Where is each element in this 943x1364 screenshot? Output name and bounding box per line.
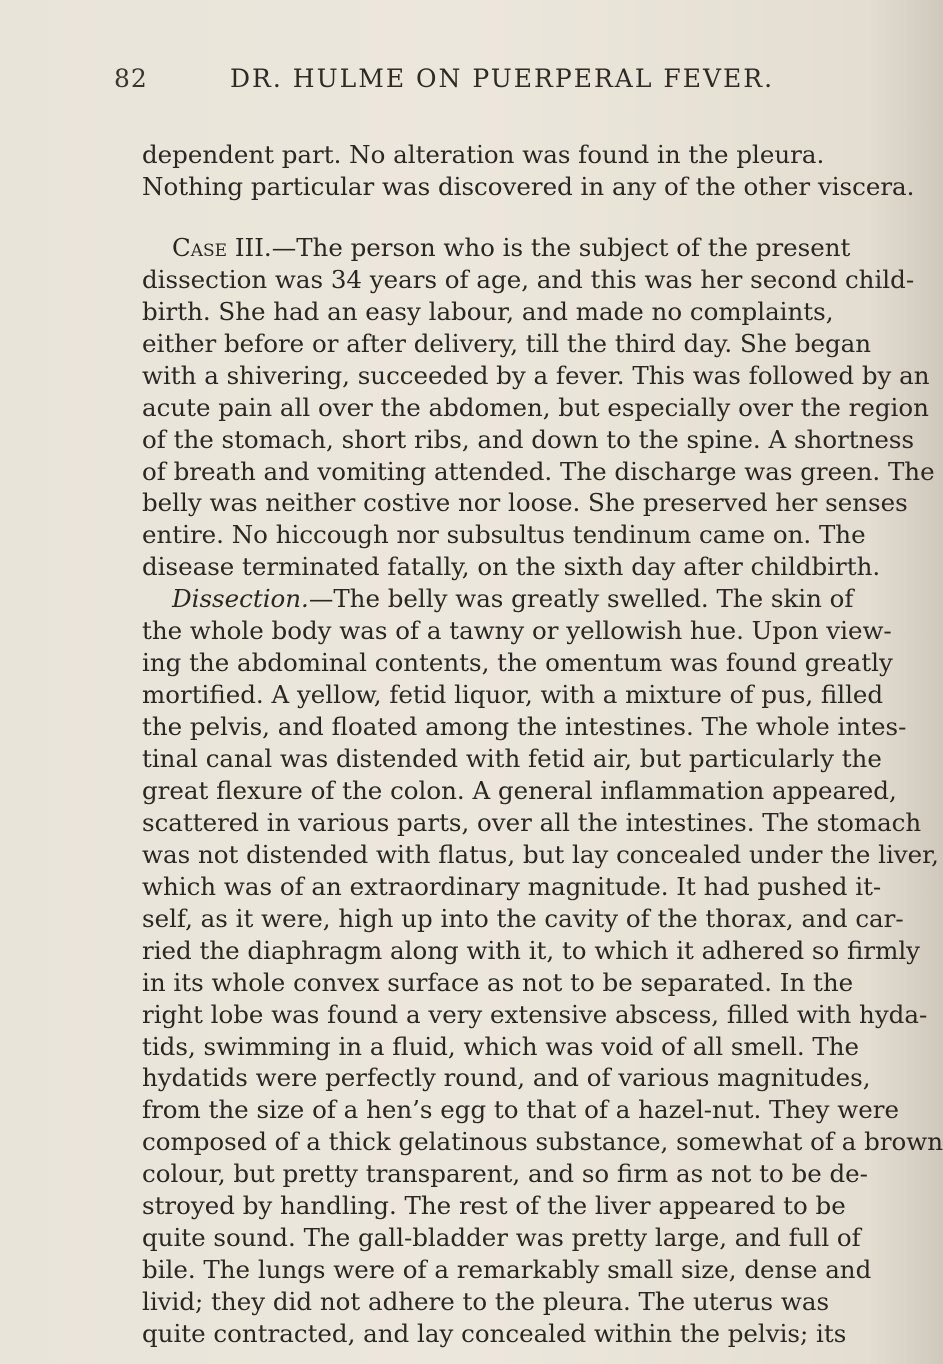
text-line: the whole body was of a tawny or yellowish hue. Upon view- [142, 616, 892, 645]
text-line: mortified. A yellow, fetid liquor, with a mixture of pus, filled [142, 680, 884, 709]
text-line: livid; they did not adhere to the pleura. The uterus was [142, 1287, 830, 1316]
running-title: DR. HULME ON PUERPERAL FEVER. [230, 64, 775, 93]
text-line: dissection was 34 years of age, and this was her second child- [142, 265, 915, 294]
text-line: birth. She had an easy labour, and made no complaints, [142, 297, 834, 326]
text-line: tinal canal was distended with fetid air, but particularly the [142, 744, 882, 773]
text-line: was not distended with flatus, but lay concealed under the liver, [142, 840, 939, 869]
case-label: Case [172, 233, 235, 262]
text-line: scattered in various parts, over all the intestines. The stomach [142, 808, 922, 837]
text-line: entire. No hiccough nor subsultus tendinum came on. The [142, 520, 866, 549]
case-heading-line: Case III.—The person who is the subject of the present [172, 233, 851, 262]
text-line: great flexure of the colon. A general inflammation appeared, [142, 776, 897, 805]
text-line: quite contracted, and lay concealed within the pelvis; its [142, 1319, 847, 1348]
page-number: 82 [114, 64, 148, 93]
text-line: ing the abdominal contents, the omentum was found greatly [142, 648, 893, 677]
text-line: right lobe was found a very extensive abscess, filled with hyda- [142, 1000, 928, 1029]
text-line: disease terminated fatally, on the sixth day after childbirth. [142, 552, 881, 581]
text-line: of the stomach, short ribs, and down to the spine. A shortness [142, 425, 915, 454]
dissection-heading-line: Dissection.—The belly was greatly swelled. The skin of [172, 584, 854, 613]
running-head [114, 64, 775, 104]
text-line: of breath and vomiting attended. The discharge was green. The [142, 457, 935, 486]
text-line: Nothing particular was discovered in any of the other viscera. [142, 172, 915, 201]
text-line: hydatids were perfectly round, and of various magnitudes, [142, 1063, 871, 1092]
text-line: the pelvis, and floated among the intestines. The whole intes- [142, 712, 907, 741]
text-line: which was of an extraordinary magnitude. It had pushed it- [142, 872, 882, 901]
text-line: from the size of a hen’s egg to that of a hazel-nut. They were [142, 1095, 899, 1124]
text-line: colour, but pretty transparent, and so firm as not to be de- [142, 1159, 868, 1188]
text-line: in its whole convex surface as not to be separated. In the [142, 968, 854, 997]
text-line: ried the diaphragm along with it, to which it adhered so firmly [142, 936, 921, 965]
text-line: composed of a thick gelatinous substance, somewhat of a brown [142, 1127, 943, 1156]
text-line: belly was neither costive nor loose. She preserved her senses [142, 488, 908, 517]
text-line: quite sound. The gall-bladder was pretty large, and full of [142, 1223, 861, 1252]
text-line: tids, swimming in a fluid, which was void of all smell. The [142, 1032, 860, 1061]
text-line: acute pain all over the abdomen, but especially over the region [142, 393, 929, 422]
text-line: with a shivering, succeeded by a fever. This was followed by an [142, 361, 930, 390]
dissection-label: Dissection. [172, 584, 309, 613]
text-line: bile. The lungs were of a remarkably small size, dense and [142, 1255, 872, 1284]
text-line: stroyed by handling. The rest of the liver appeared to be [142, 1191, 846, 1220]
text-line: self, as it were, high up into the cavity of the thorax, and car- [142, 904, 904, 933]
text-line: either before or after delivery, till the third day. She began [142, 329, 872, 358]
text-line: dependent part. No alteration was found in the pleura. [142, 140, 825, 169]
